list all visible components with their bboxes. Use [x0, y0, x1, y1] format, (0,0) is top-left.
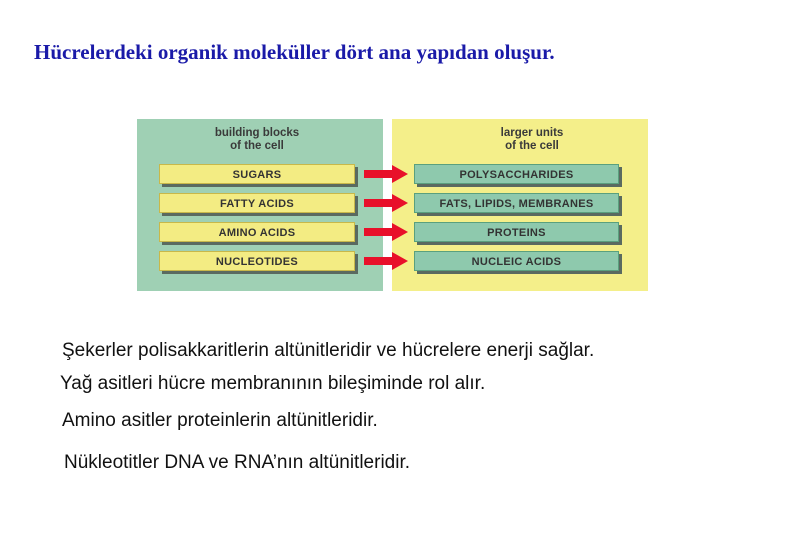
right-arrow-icon — [364, 252, 408, 270]
building-blocks-panel — [137, 119, 383, 291]
larger-unit-proteins: PROTEINS — [414, 222, 619, 242]
building-blocks-header — [197, 127, 317, 153]
building-block-fatty-acids: FATTY ACIDS — [159, 193, 355, 213]
larger-unit-nucleic-acids: NUCLEIC ACIDS — [414, 251, 619, 271]
statement-fatty-acids: Yağ asitleri hücre membranının bileşiminde rol alır. — [60, 373, 486, 394]
page-title: Hücrelerdeki organik moleküller dört ana yapıdan oluşur. — [34, 40, 555, 64]
statement-sugars: Şekerler polisakkaritlerin altünitleridir ve hücrelere enerji sağlar. — [62, 340, 595, 361]
larger-units-header-line-2: of the cell — [505, 140, 559, 152]
right-arrow-icon — [364, 165, 408, 183]
statement-nucleotides: Nükleotitler DNA ve RNA’nın altünitleridir. — [64, 452, 411, 473]
larger-unit-polysaccharides: POLYSACCHARIDES — [414, 164, 619, 184]
right-arrow-icon — [364, 223, 408, 241]
larger-units-header — [472, 127, 592, 153]
statement-amino-acids: Amino asitler proteinlerin altünitleridir. — [62, 410, 378, 431]
building-blocks-figure — [137, 119, 648, 291]
larger-units-header-line-1: larger units — [500, 127, 564, 139]
building-block-amino-acids: AMINO ACIDS — [159, 222, 355, 242]
larger-unit-fats-lipids-membranes: FATS, LIPIDS, MEMBRANES — [414, 193, 619, 213]
building-block-sugars: SUGARS — [159, 164, 355, 184]
building-blocks-header-line-2: of the cell — [230, 140, 284, 152]
building-blocks-header-line-1: building blocks — [214, 127, 300, 139]
building-block-nucleotides: NUCLEOTIDES — [159, 251, 355, 271]
right-arrow-icon — [364, 194, 408, 212]
larger-units-panel — [392, 119, 648, 291]
